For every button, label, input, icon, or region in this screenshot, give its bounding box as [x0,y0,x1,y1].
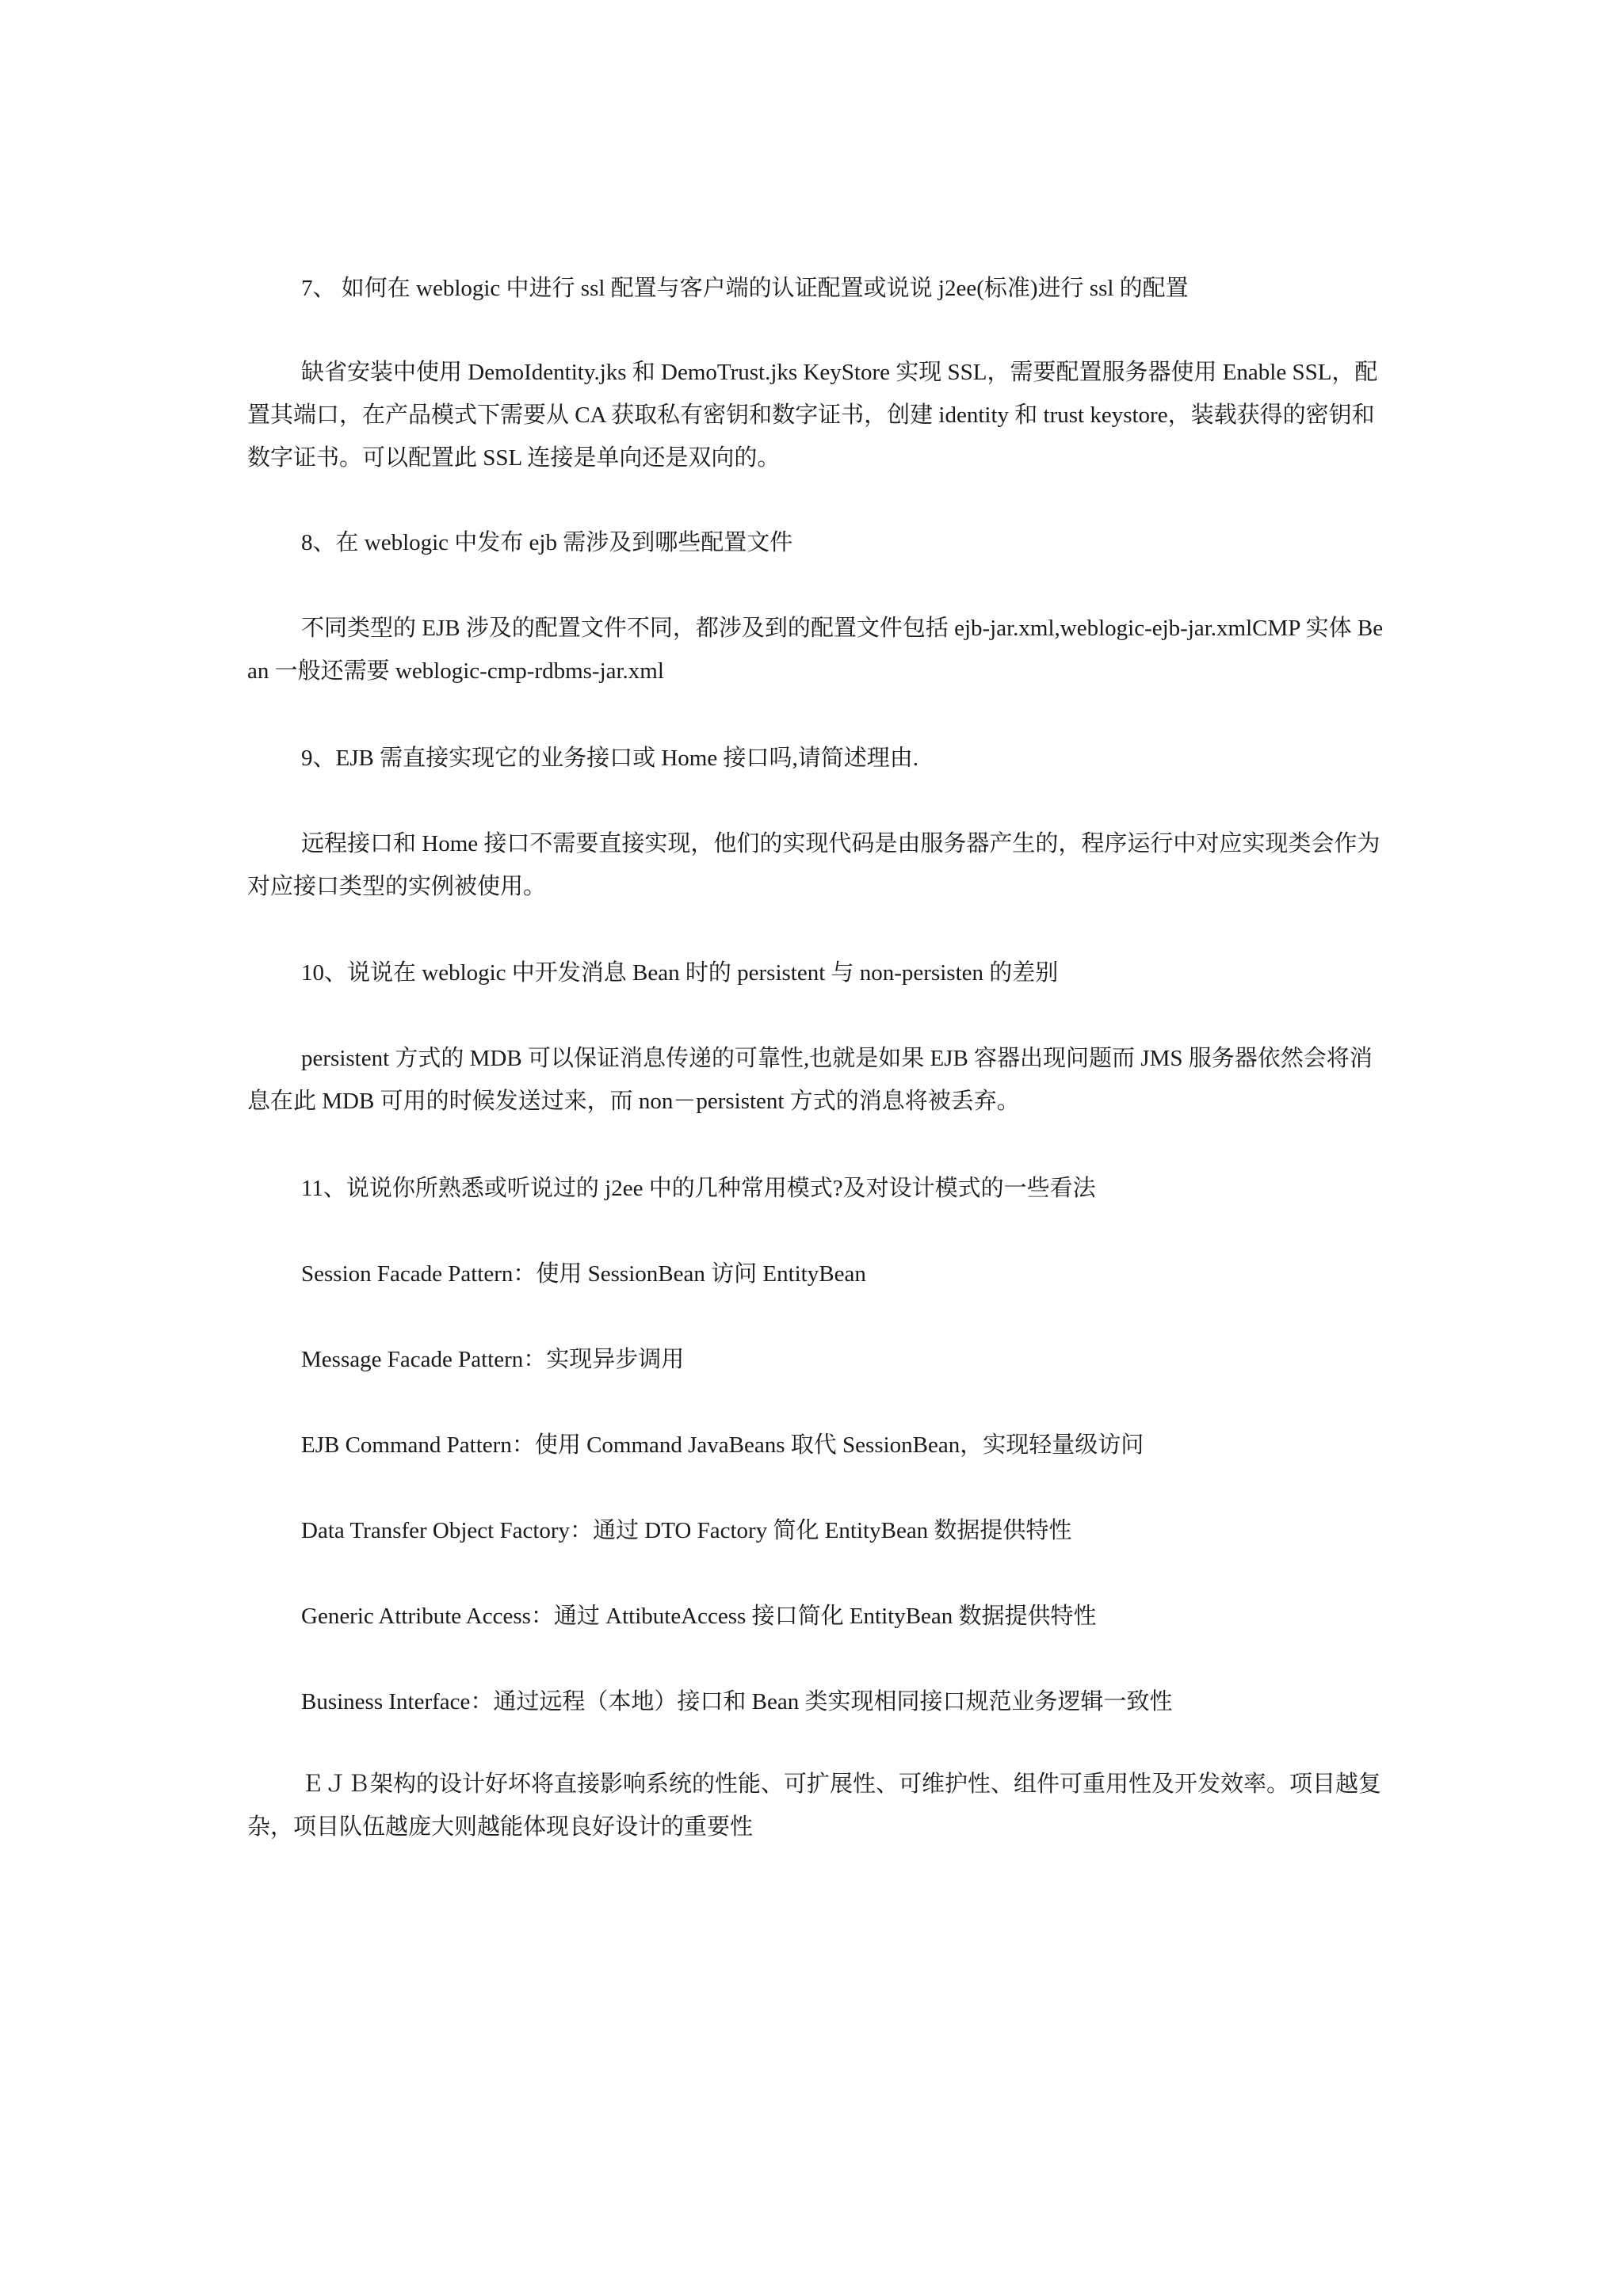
pattern-generic-attribute-access: Generic Attribute Access：通过 AttibuteAccess 接口简化 EntityBean 数据提供特性 [301,1604,1097,1629]
pattern-dto-factory: Data Transfer Object Factory：通过 DTO Factory 简化 EntityBean 数据提供特性 [301,1518,1072,1543]
pattern-session-facade: Session Facade Pattern：使用 SessionBean 访问 EntityBean [301,1261,866,1287]
answer-9: 远程接口和 Home 接口不需要直接实现，他们的实现代码是由服务器产生的，程序运行中对应实现类会作为对应接口类型的实例被使用。 [247,831,1381,899]
question-10: 10、说说在 weblogic 中开发消息 Bean 时的 persistent 与 non-persisten 的差别 [301,960,1059,986]
pattern-ejb-command: EJB Command Pattern：使用 Command JavaBeans 取代 SessionBean，实现轻量级访问 [301,1432,1144,1458]
answer-7: 缺省安装中使用 DemoIdentity.jks 和 DemoTrust.jks KeyStore 实现 SSL，需要配置服务器使用 Enable SSL，配置其端口，在产品模式下需要从 CA 获取私有密钥和数字证书，创建 identity 和 trust keystore，装载获得的密钥和数字证书。可以配置此 SSL 连接是单向还是双向的。 [247,360,1378,471]
answer-11-conclusion: ＥＪＢ架构的设计好坏将直接影响系统的性能、可扩展性、可维护性、组件可重用性及开发效率。项目越复杂，项目队伍越庞大则越能体现良好设计的重要性 [247,1772,1382,1840]
question-7: 7、 如何在 weblogic 中进行 ssl 配置与客户端的认证配置或说说 j2ee(标准)进行 ssl 的配置 [301,276,1189,301]
question-8: 8、在 weblogic 中发布 ejb 需涉及到哪些配置文件 [301,530,793,555]
pattern-message-facade: Message Facade Pattern：实现异步调用 [301,1347,685,1372]
question-11: 11、说说你所熟悉或听说过的 j2ee 中的几种常用模式?及对设计模式的一些看法 [301,1176,1096,1201]
pattern-business-interface: Business Interface：通过远程（本地）接口和 Bean 类实现相同接口规范业务逻辑一致性 [301,1689,1173,1714]
answer-8: 不同类型的 EJB 涉及的配置文件不同，都涉及到的配置文件包括 ejb-jar.xml,weblogic-ejb-jar.xmlCMP 实体 Bean 一般还需要 weblogic-cmp-rdbms-jar.xml [247,616,1384,684]
answer-10: persistent 方式的 MDB 可以保证消息传递的可靠性,也就是如果 EJB 容器出现问题而 JMS 服务器依然会将消息在此 MDB 可用的时候发送过来，而 non－persistent 方式的消息将被丢弃。 [247,1046,1373,1114]
question-9: 9、EJB 需直接实现它的业务接口或 Home 接口吗,请简述理由. [301,746,918,771]
